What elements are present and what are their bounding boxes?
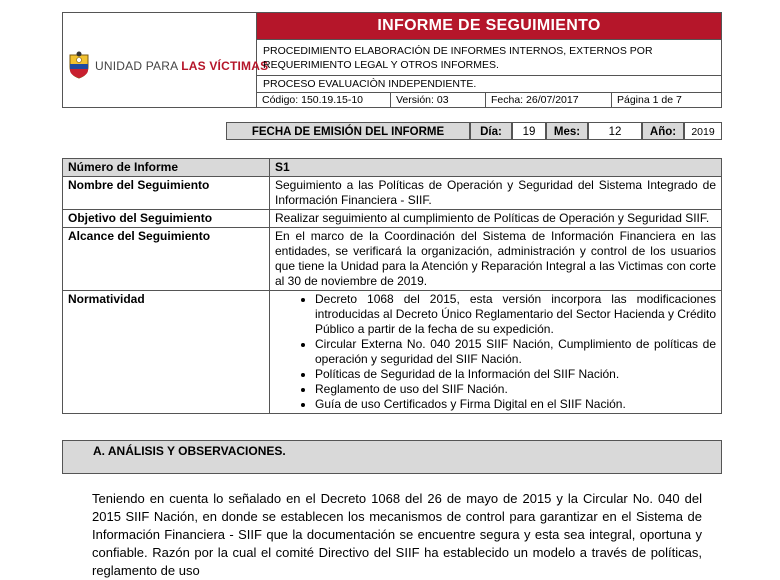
table-row (63, 210, 722, 228)
emission-label: FECHA DE EMISIÓN DEL INFORME (226, 122, 470, 140)
list-item: • Guía de uso Certificados y Firma Digital en el SIIF Nación. (315, 397, 716, 412)
month-label: Mes: (546, 122, 588, 140)
name-label: Nombre del Seguimiento (63, 177, 270, 210)
list-item: • Circular Externa No. 040 2015 SIIF Nación, Cumplimiento de políticas de operación y seguridad del SIIF Nación. (315, 337, 716, 367)
report-info-table (62, 158, 722, 414)
day-label: Día: (470, 122, 512, 140)
emission-date-row (226, 122, 722, 140)
table-row (63, 159, 722, 177)
scope-value: En el marco de la Coordinación del Sistema de Información Financiera en las entidades, se verificará la organización, administración y control de los usuarios que tiene la Unidad para la Atención y Reparación Integral a las Victimas con corte al 30 de noviembre de 2019. (270, 228, 722, 291)
report-title: INFORME DE SEGUIMIENTO (257, 13, 721, 39)
table-row (63, 291, 722, 414)
procedure-text: PROCEDIMIENTO ELABORACIÓN DE INFORMES INTERNOS, EXTERNOS POR REQUERIMIENTO LEGAL Y OTROS INFORMES. (257, 39, 721, 75)
year-label: Año: (642, 122, 684, 140)
logo-text: UNIDAD PARA LAS VÍCTIMAS (95, 59, 269, 73)
list-item: • Decreto 1068 del 2015, esta versión incorpora las modificaciones introducidas al Decreto Único Reglamentario del Sector Hacienda y Crédito Público a partir de la fecha de su expedición. (315, 292, 716, 337)
coat-of-arms-icon (67, 51, 91, 79)
page-field: Página 1 de 7 (617, 94, 682, 106)
name-value: Seguimiento a las Políticas de Operación y Seguridad del Sistema Integrado de Información Financiera - SIIF. (270, 177, 722, 210)
code-field: Código: 150.19.15-10 (257, 93, 391, 108)
year-value: 2019 (684, 122, 722, 140)
list-item: • Políticas de Seguridad de la Información del SIIF Nación. (315, 367, 716, 382)
table-row (63, 228, 722, 291)
list-item: • Reglamento de uso del SIIF Nación. (315, 382, 716, 397)
process-text: PROCESO EVALUACIÒN INDEPENDIENTE. (257, 75, 721, 92)
objective-label: Objetivo del Seguimiento (63, 210, 270, 228)
day-value: 19 (512, 122, 546, 140)
norms-value (270, 291, 722, 414)
scope-label: Alcance del Seguimiento (63, 228, 270, 291)
logo-cell (63, 13, 269, 107)
document-meta (257, 92, 721, 107)
norms-label: Normatividad (63, 291, 270, 414)
document-header (62, 12, 722, 108)
objective-value: Realizar seguimiento al cumplimiento de Políticas de Operación y Seguridad SIIF. (270, 210, 722, 228)
version-field: Versión: 03 (391, 93, 486, 108)
section-heading: A. ANÁLISIS Y OBSERVACIONES. (62, 440, 722, 474)
number-label: Número de Informe (63, 159, 270, 177)
body-paragraph: Teniendo en cuenta lo señalado en el Decreto 1068 del 26 de mayo de 2015 y la Circular No. 040 del 2015 SIIF Nación, en donde se establecen los mecanismos de control para garantizar en el Sistema de Información Financiera - SIIF que la documentación se encuentre segura y esta sea integral, oportuna y confiable. Razón por la cual el comité Directivo del SIIF ha establecido un modelo a través de políticas, reglamento de uso (92, 491, 702, 578)
month-value: 12 (588, 122, 642, 140)
table-row (63, 177, 722, 210)
norms-list (275, 292, 716, 412)
date-field: Fecha: 26/07/2017 (486, 93, 612, 108)
number-value: S1 (270, 159, 722, 177)
